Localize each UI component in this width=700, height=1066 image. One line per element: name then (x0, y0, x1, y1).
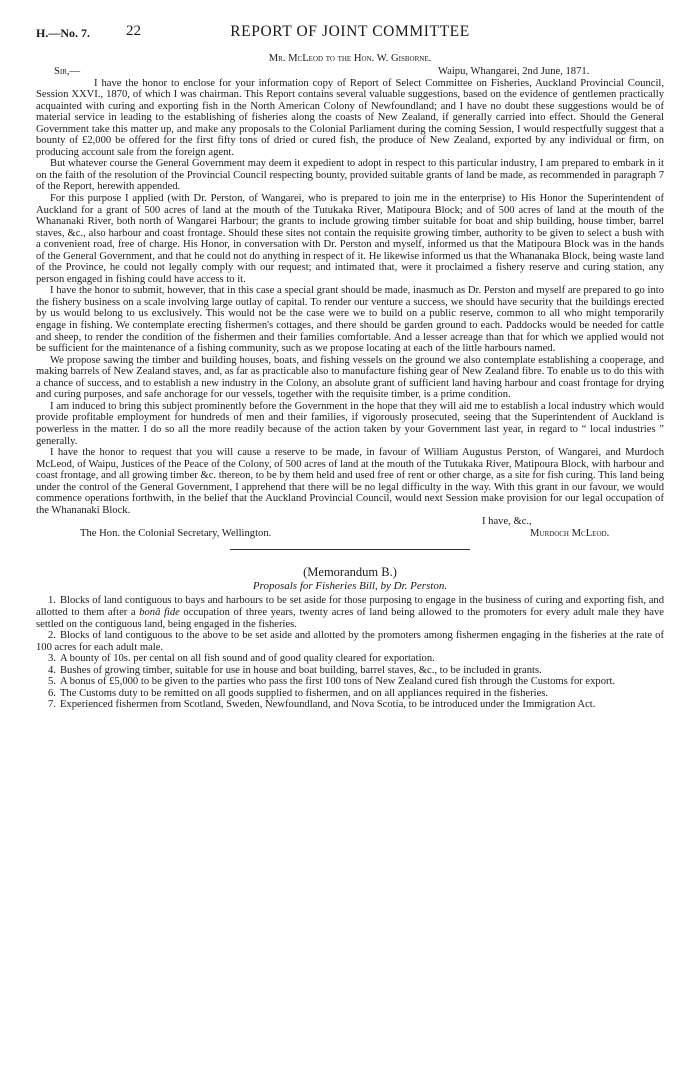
memo-item (36, 676, 664, 688)
memo-item (36, 653, 664, 665)
item-number: 3. (48, 653, 56, 665)
page-title: REPORT OF JOINT COMMITTEE (230, 23, 470, 40)
letter-paragraph: I am induced to bring this subject prominently before the Government in the hope that they will aid me to establish a local industry which would provide profitable employment for hundreds of men and their families, if vigorously prosecuted, seeing that the Superintendent of Auckland is powerless in the matter. I do so all the more readily because of the action taken by your Government last year, in regard to “ local industries ” generally. (36, 400, 664, 447)
recipient: The Hon. the Colonial Secretary, Wellington. (80, 528, 272, 540)
document-reference: H.—No. 7. (36, 26, 90, 40)
item-number: 7. (48, 699, 56, 711)
letter-paragraph: But whatever course the General Government may deem it expedient to adopt in respect to this particular industry, I am prepared to embark in it on the faith of the resolution of the Provincial Council respecting bounty, provided suitable grants of land be made, as recommended in paragraph 7 of the Report, herewith appended. (36, 158, 664, 193)
letter-addressee: Mr. McLeod to the Hon. W. Gisborne. (268, 53, 432, 64)
salutation-line (36, 66, 664, 78)
item-number: 5. (48, 676, 56, 688)
letter (36, 53, 664, 540)
item-text: Experienced fishermen from Scotland, Sweden, Newfoundland, and Nova Scotia, to be introduced under the Immigration Act. (59, 699, 596, 711)
item-number: 1. (48, 595, 56, 607)
letter-paragraph: I have the honor to submit, however, that in this case a special grant should be made, inasmuch as Dr. Perston and myself are prepared to go into the fishery business on a scale involving large outlay of capital. To render our venture a success, we should have security that the buildings erected by us would belong to us exclusively. This would not be the case were we to build on a public reserve, common to all who might temporarily engage in fishing. We contemplate erecting fishermen's cottages, and there should be garden ground to each. Paddocks would be needed for cattle and sheep, to render the condition of the fishermen and their families comfortable. And a lesser acreage than that for which we applied would not be sufficient for the maintenance of a fishing community, such as we propose locating at each of the little harbours named. (36, 285, 664, 355)
memo-heading: (Memorandum B.) (303, 565, 397, 580)
signature-line (36, 528, 664, 540)
closing: I have, &c., (482, 516, 532, 528)
item-text: Bushes of growing timber, suitable for use in house and boat building, barrel staves, &c., to be included in grants. (59, 664, 542, 676)
letter-paragraph: I have the honor to enclose for your information copy of Report of Select Committee on Fisheries, Auckland Provincial Council, Session XXVI., 1870, of which I was chairman. This Report contains several valuable suggestions, based on the evidence of gentlemen practically acquainted with curing and exporting fish in the North American Colony of Newfoundland; and I have no doubt these suggestions would be of material service in leading to the establishing of fisheries along the coasts of New Zealand, if generally carried into effect. Should the General Government take this matter up, and make any proposals to the Colonial Parliament during the coming Session, I would respectfully suggest that a bounty of £2,000 be offered for the first fifty tons of dried or cured fish, the produce of New Zealand, exported by any individual or firm, on producing account sale from the foreign agent. (36, 77, 664, 158)
item-text: A bonus of £5,000 to be given to the parties who pass the first 100 tons of New Zealand cured fish through the Customs for export. (59, 676, 616, 688)
place-date: Waipu, Whangarei, 2nd June, 1871. (438, 65, 590, 77)
item-text: Blocks of land contiguous to bays and harbours to be set aside for those purposing to engage in the business of curing and exporting fish, and allotted to them after a (36, 595, 664, 618)
item-number: 4. (48, 664, 56, 676)
item-text: The Customs duty to be remitted on all goods supplied to fishermen, and on all appliances required in the fisheries. (59, 687, 549, 699)
item-text-cont: occupation of three years, twenty acres of land being allowed to the promoters for every adult male they have settled on the contiguous land, being engaged in the fisheries. (36, 606, 664, 630)
item-italic: bonâ fide (139, 606, 180, 618)
memo-item (36, 630, 664, 653)
signature: Murdoch McLeod. (530, 528, 610, 540)
section-divider (230, 549, 470, 550)
closing-line (36, 516, 664, 528)
memo-item-list (36, 595, 664, 710)
memo-subheading: Proposals for Fisheries Bill, by Dr. Perston. (252, 579, 448, 592)
memo-item (36, 688, 664, 700)
letter-paragraph: For this purpose I applied (with Dr. Perston, of Wangarei, who is prepared to join me in the enterprise) to His Honor the Superintendent of Auckland for a grant of 500 acres of land at the mouth of the Tutukaka River, Matipoura Block; and of 500 acres of land at the mouth of the Whananaki River, both north of Wangarei Harbour; the grants to include growing timber suitable for boat and ship building, house timber, barrel staves, &c., also harbour and coast frontage. Should these sites not contain the requisite growing timber, authority to be given to select a bush with a convenient road, free of charge. His Honor, in conversation with Dr. Perston and myself, informed us that the Matipoura Block was in the hands of the General Government, and that he could not do anything in respect of it. He likewise informed us that the Whananaka Block, being waste land of the Province, he could not legally comply with our request; and intimated that, were it proclaimed a fishery reserve and curing station, any person engaged in fishing could have access to it. (36, 193, 664, 285)
letter-paragraph: I have the honor to request that you will cause a reserve to be made, in favour of William Augustus Perston, of Wangarei, and Murdoch McLeod, of Waipu, Justices of the Peace of the Colony, of 500 acres of land at the mouth of the Tutukaka River, Matipoura Block, with harbour and coast frontage, and all growing timber &c. thereon, to be by them held and used free of rent or other charge, as a site for fish curing. This land being under the control of the General Government, I apprehend that there will be no legal difficulty in the way. With this grant in our favour, we would commence operations forthwith, in the belief that the Auckland Provincial Council, would next Session make provision for our legal occupation of the Whananaki Block. (36, 447, 664, 516)
salutation: Sir,— (54, 65, 81, 77)
memo-item (36, 665, 664, 677)
page-header (36, 22, 664, 44)
item-number: 6. (48, 687, 56, 699)
letter-paragraph: We propose sawing the timber and building houses, boats, and fishing vessels on the ground we also contemplate establishing a cooperage, and making barrels of New Zealand staves, and, as far as practicable also to manufacture fishing gear of New Zealand fibre. To enable us to do this with a chance of success, and to establish a new industry in the Colony, an absolute grant of sufficient land having harbour and coast frontage for drying and curing purposes, and safe anchorage for our vessels, together with the requisite timber, is a prime condition. (36, 354, 664, 401)
memo-item (36, 699, 664, 711)
item-number: 2. (48, 630, 56, 642)
memorandum (36, 567, 664, 711)
item-text: Blocks of land contiguous to the above to be set aside and allotted by the promoters among fishermen engaging in the fisheries at the rate of 100 acres for each adult male. (36, 630, 664, 653)
item-text: A bounty of 10s. per cental on all fish sound and of good quality cleared for exportation. (59, 653, 435, 665)
page-number: 22 (126, 23, 141, 39)
memo-item (36, 595, 664, 630)
